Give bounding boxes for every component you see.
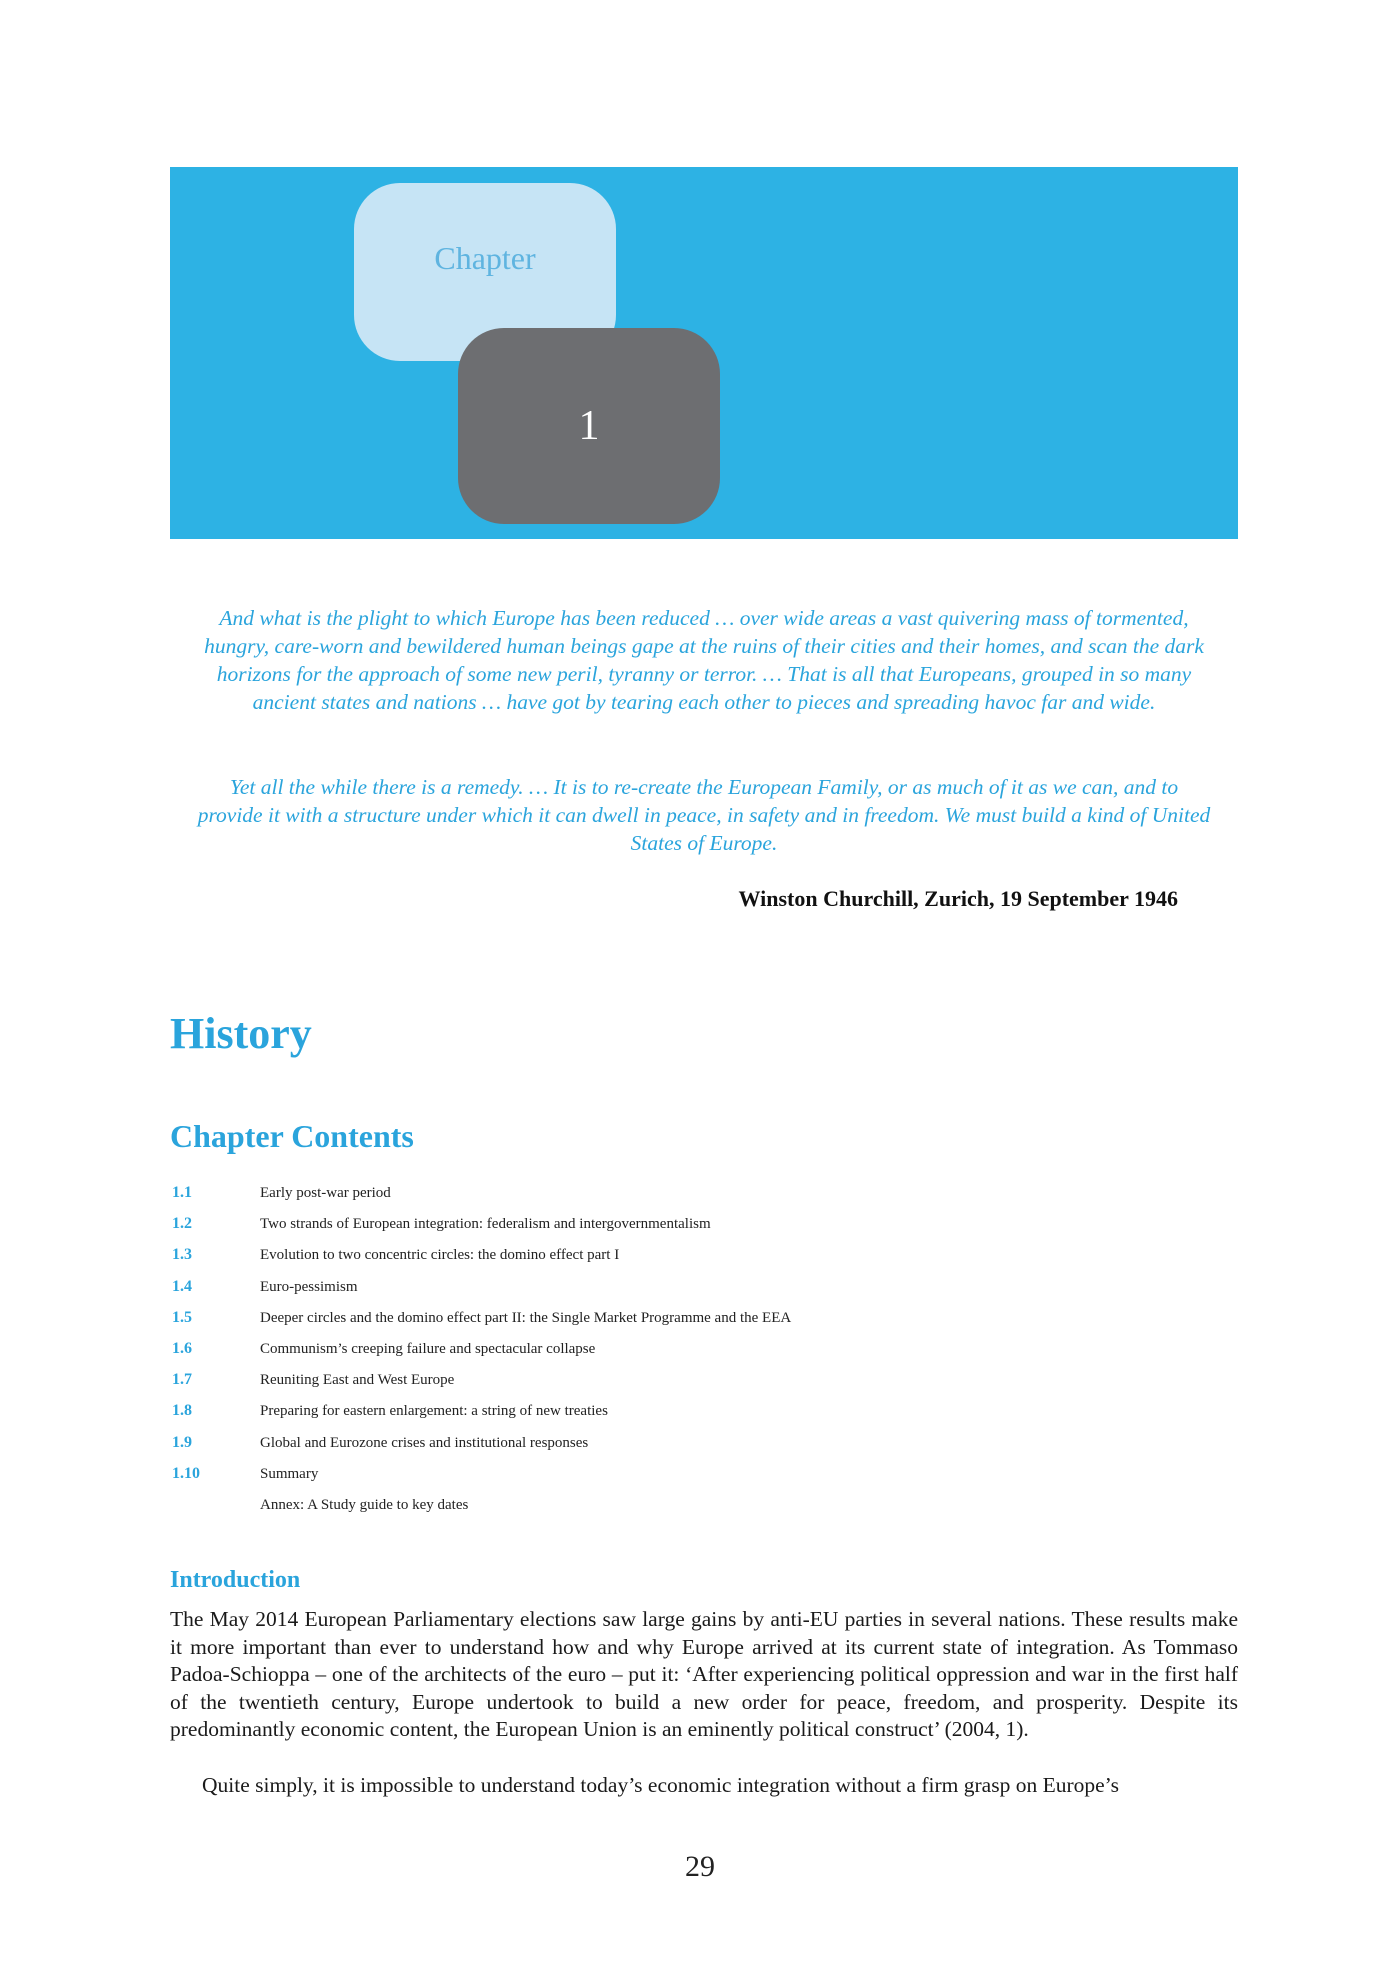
introduction-heading: Introduction <box>170 1567 301 1593</box>
toc-item-number: 1.8 <box>172 1402 192 1420</box>
chapter-label: Chapter <box>434 239 536 276</box>
toc-item-title: Summary <box>260 1465 319 1482</box>
toc-item-number: 1.10 <box>172 1464 200 1482</box>
epigraph-paragraph-1: And what is the plight to which Europe has been reduced … over wide areas a vast quivering mass of tormented, hungry, care-worn and bewildered human beings gape at the ruins of their cities and their homes, and scan the dark horizons for the approach of some new peril, tyranny or terror. … That is all that Europeans, grouped in so many ancient states and nations … have got by tearing each other to pieces and spreading havoc far and wide. <box>204 606 1204 714</box>
epigraph-paragraph-2: Yet all the while there is a remedy. … It is to re-create the European Family, or as much of it as we can, and to provide it with a structure under which it can dwell in peace, in safety and in freedom. We must build a kind of United States of Europe. <box>197 775 1211 855</box>
toc-item[interactable] <box>172 1308 1072 1339</box>
introduction-paragraph-1: The May 2014 European Parliamentary elections saw large gains by anti-EU parties in several nations. These results make it more important than ever to understand how and why Europe arrived at its current state of integration. As Tommaso Padoa-Schioppa – one of the architects of the euro – put it: ‘After experiencing political oppression and war in the first half of the twentieth century, Europe undertook to build a new order for peace, freedom, and prosperity. Despite its predominantly economic content, the European Union is an eminently political construct’ (2004, 1). <box>170 1607 1238 1741</box>
toc-item-title: Preparing for eastern enlargement: a string of new treaties <box>260 1403 608 1420</box>
toc-item[interactable] <box>172 1277 1072 1308</box>
toc-item[interactable] <box>172 1401 1072 1432</box>
toc-item-number: 1.6 <box>172 1339 192 1357</box>
toc-item-title: Reuniting East and West Europe <box>260 1372 455 1389</box>
chapter-title: History <box>170 1009 312 1058</box>
contents-heading: Chapter Contents <box>170 1118 414 1154</box>
toc-item-number: 1.3 <box>172 1246 192 1264</box>
toc-item[interactable] <box>172 1370 1072 1401</box>
toc-item-title: Deeper circles and the domino effect part II: the Single Market Programme and the EEA <box>260 1309 792 1326</box>
page-number: 29 <box>685 1850 715 1883</box>
toc-item[interactable] <box>172 1183 1072 1214</box>
toc-item-title: Communism’s creeping failure and spectacular collapse <box>260 1340 596 1357</box>
toc-item-number: 1.5 <box>172 1308 192 1326</box>
chapter-number-box <box>458 328 720 524</box>
toc-item[interactable] <box>172 1339 1072 1370</box>
toc-item-title: Euro-pessimism <box>260 1278 358 1295</box>
toc-item-title: Evolution to two concentric circles: the domino effect part I <box>260 1247 620 1264</box>
toc-item[interactable] <box>172 1245 1072 1276</box>
toc-item-number: 1.2 <box>172 1215 192 1233</box>
chapter-banner <box>170 167 1238 539</box>
chapter-number: 1 <box>578 403 600 449</box>
epigraph-attribution: Winston Churchill, Zurich, 19 September 1946 <box>738 886 1178 911</box>
toc-item-title: Annex: A Study guide to key dates <box>260 1496 469 1513</box>
toc-item[interactable] <box>172 1464 1072 1495</box>
toc-item-number: 1.1 <box>172 1184 192 1201</box>
toc-item[interactable] <box>172 1433 1072 1464</box>
toc-item[interactable] <box>172 1214 1072 1245</box>
toc-item-number: 1.9 <box>172 1433 192 1451</box>
toc-item-number: 1.7 <box>172 1371 192 1389</box>
toc-item-title: Early post-war period <box>260 1185 391 1201</box>
toc-item-title: Global and Eurozone crises and institutional responses <box>260 1434 589 1451</box>
toc-item-title: Two strands of European integration: federalism and intergovernmentalism <box>260 1216 711 1233</box>
table-of-contents <box>172 1183 1072 1526</box>
toc-item-annex[interactable] <box>172 1495 1072 1526</box>
toc-item-number: 1.4 <box>172 1277 192 1295</box>
introduction-paragraph-2: Quite simply, it is impossible to understand today’s economic integration without a firm grasp on Europe’s <box>202 1773 1119 1797</box>
